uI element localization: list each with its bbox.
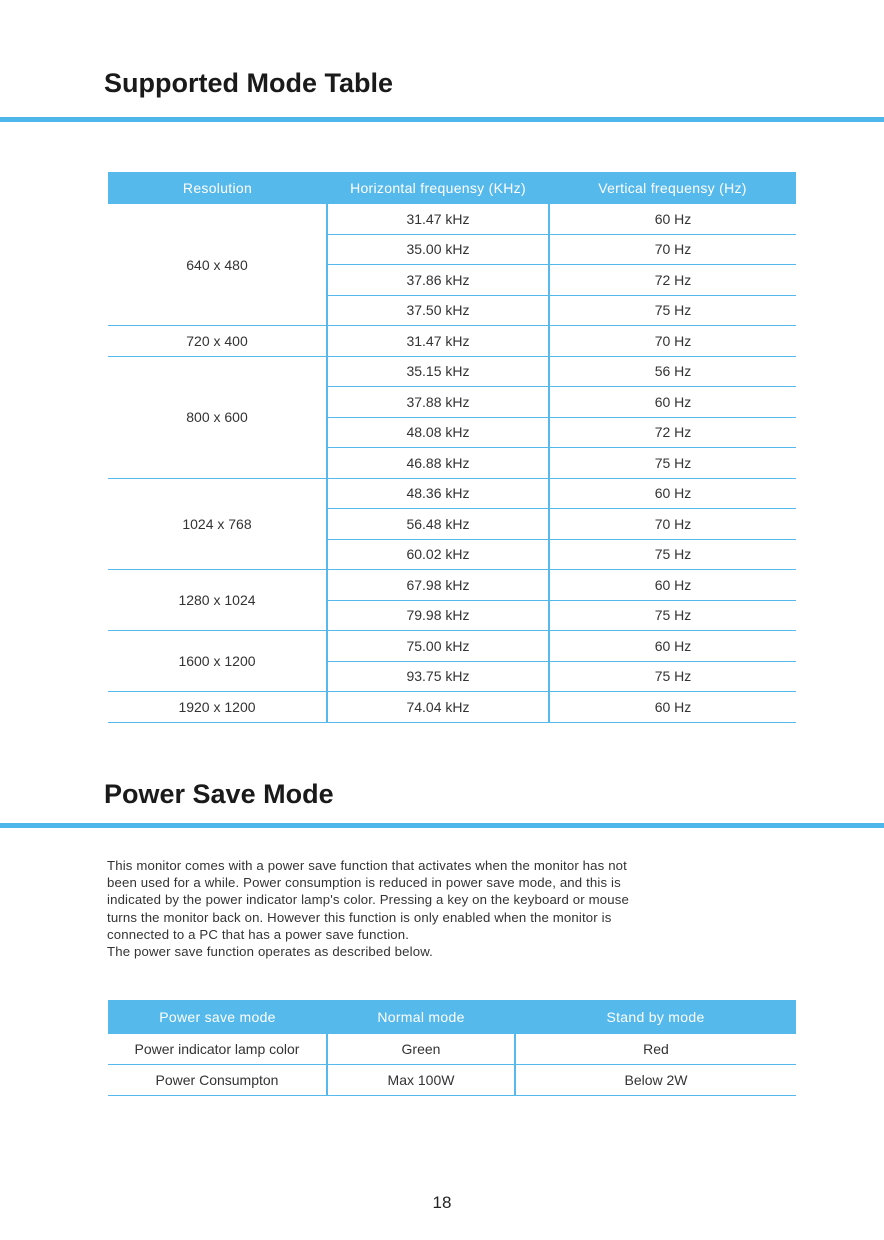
table-row <box>108 1034 796 1065</box>
vertical-frequency-cell: 60 Hz <box>549 570 796 601</box>
column-header-standby-mode: Stand by mode <box>515 1000 796 1034</box>
vertical-frequency-cell: 60 Hz <box>549 631 796 662</box>
horizontal-frequency-cell: 35.15 kHz <box>327 356 549 387</box>
resolution-cell: 1024 x 768 <box>108 478 327 570</box>
row-label: Power Consumpton <box>108 1065 327 1096</box>
vertical-frequency-cell: 70 Hz <box>549 326 796 357</box>
table-row <box>108 692 796 723</box>
section-divider <box>0 823 884 828</box>
column-header-resolution: Resolution <box>108 172 327 204</box>
table-header-row <box>108 172 796 204</box>
resolution-cell: 1280 x 1024 <box>108 570 327 631</box>
resolution-cell: 1920 x 1200 <box>108 692 327 723</box>
supported-mode-table <box>108 172 796 723</box>
column-header-horizontal-frequency: Horizontal frequensy (KHz) <box>327 172 549 204</box>
horizontal-frequency-cell: 60.02 kHz <box>327 539 549 570</box>
table-row <box>108 478 796 509</box>
normal-mode-value: Green <box>327 1034 515 1065</box>
horizontal-frequency-cell: 48.08 kHz <box>327 417 549 448</box>
vertical-frequency-cell: 75 Hz <box>549 448 796 479</box>
horizontal-frequency-cell: 79.98 kHz <box>327 600 549 631</box>
horizontal-frequency-cell: 48.36 kHz <box>327 478 549 509</box>
standby-mode-value: Below 2W <box>515 1065 796 1096</box>
vertical-frequency-cell: 70 Hz <box>549 234 796 265</box>
power-save-description <box>107 857 707 960</box>
column-header-power-save-mode: Power save mode <box>108 1000 327 1034</box>
column-header-normal-mode: Normal mode <box>327 1000 515 1034</box>
horizontal-frequency-cell: 37.50 kHz <box>327 295 549 326</box>
table-row <box>108 1065 796 1096</box>
resolution-cell: 1600 x 1200 <box>108 631 327 692</box>
paragraph-line: indicated by the power indicator lamp's color. Pressing a key on the keyboard or mouse <box>107 892 629 908</box>
power-save-table <box>108 1000 796 1096</box>
table-row <box>108 631 796 662</box>
paragraph-line: been used for a while. Power consumption is reduced in power save mode, and this is <box>107 875 621 891</box>
vertical-frequency-cell: 60 Hz <box>549 204 796 234</box>
vertical-frequency-cell: 60 Hz <box>549 692 796 723</box>
column-header-vertical-frequency: Vertical frequensy (Hz) <box>549 172 796 204</box>
vertical-frequency-cell: 56 Hz <box>549 356 796 387</box>
supported-mode-table-body <box>108 204 796 722</box>
horizontal-frequency-cell: 74.04 kHz <box>327 692 549 723</box>
paragraph-line: turns the monitor back on. However this function is only enabled when the monitor is <box>107 909 612 925</box>
horizontal-frequency-cell: 37.88 kHz <box>327 387 549 418</box>
resolution-cell: 800 x 600 <box>108 356 327 478</box>
table-header-row <box>108 1000 796 1034</box>
normal-mode-value: Max 100W <box>327 1065 515 1096</box>
vertical-frequency-cell: 75 Hz <box>549 600 796 631</box>
paragraph-line: connected to a PC that has a power save function. <box>107 926 410 942</box>
resolution-cell: 720 x 400 <box>108 326 327 357</box>
row-label: Power indicator lamp color <box>108 1034 327 1065</box>
paragraph-line: The power save function operates as described below. <box>107 944 433 960</box>
horizontal-frequency-cell: 31.47 kHz <box>327 326 549 357</box>
resolution-cell: 640 x 480 <box>108 204 327 326</box>
horizontal-frequency-cell: 46.88 kHz <box>327 448 549 479</box>
horizontal-frequency-cell: 31.47 kHz <box>327 204 549 234</box>
vertical-frequency-cell: 75 Hz <box>549 661 796 692</box>
horizontal-frequency-cell: 35.00 kHz <box>327 234 549 265</box>
horizontal-frequency-cell: 93.75 kHz <box>327 661 549 692</box>
paragraph-line: This monitor comes with a power save function that activates when the monitor has not <box>107 858 627 873</box>
vertical-frequency-cell: 75 Hz <box>549 295 796 326</box>
standby-mode-value: Red <box>515 1034 796 1065</box>
vertical-frequency-cell: 75 Hz <box>549 539 796 570</box>
horizontal-frequency-cell: 37.86 kHz <box>327 265 549 296</box>
page-number: 18 <box>432 1193 452 1212</box>
vertical-frequency-cell: 72 Hz <box>549 265 796 296</box>
vertical-frequency-cell: 70 Hz <box>549 509 796 540</box>
table-row <box>108 326 796 357</box>
vertical-frequency-cell: 60 Hz <box>549 478 796 509</box>
table-row <box>108 570 796 601</box>
horizontal-frequency-cell: 75.00 kHz <box>327 631 549 662</box>
table-row <box>108 204 796 234</box>
vertical-frequency-cell: 60 Hz <box>549 387 796 418</box>
vertical-frequency-cell: 72 Hz <box>549 417 796 448</box>
horizontal-frequency-cell: 67.98 kHz <box>327 570 549 601</box>
table-row <box>108 356 796 387</box>
section-title-power-save: Power Save Mode <box>104 779 334 809</box>
horizontal-frequency-cell: 56.48 kHz <box>327 509 549 540</box>
section-title-supported-mode: Supported Mode Table <box>104 68 393 98</box>
section-divider <box>0 117 884 122</box>
